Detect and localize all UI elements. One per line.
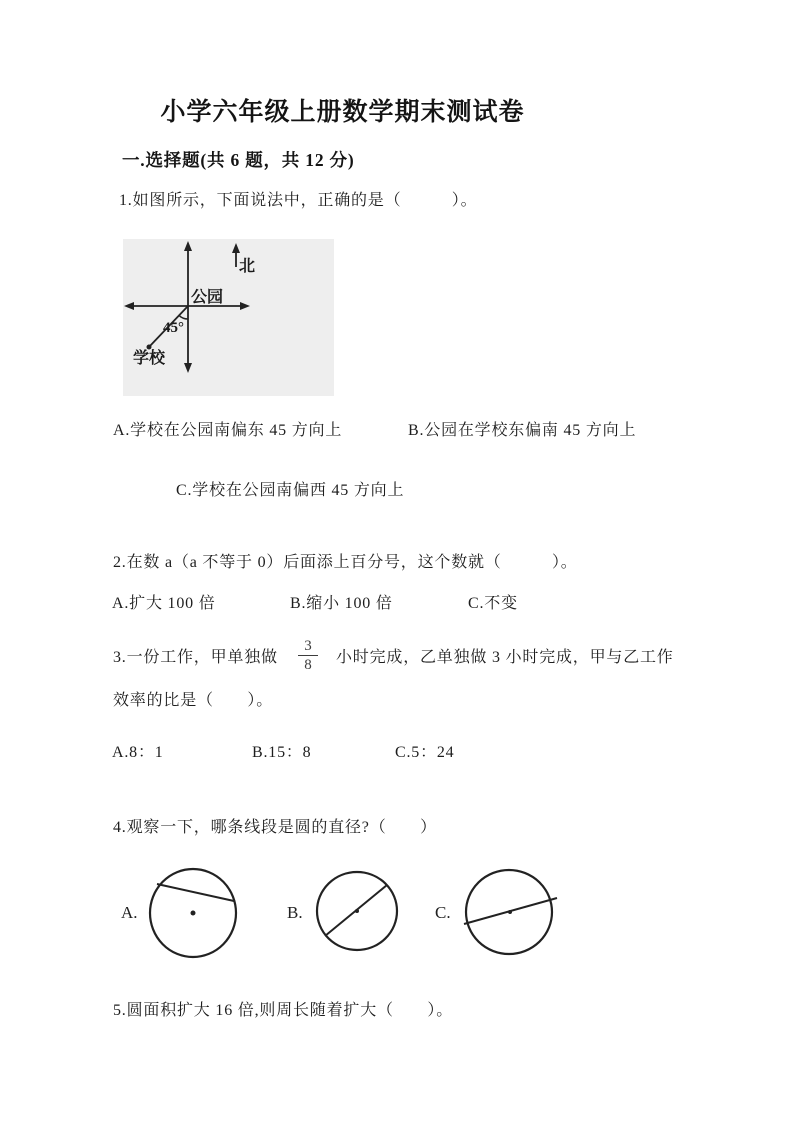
q2-option-b: B.缩小 100 倍: [290, 595, 393, 612]
fraction-denominator: 8: [304, 657, 312, 673]
circle-c-center-dot: [508, 910, 512, 914]
left-arrowhead-icon: [124, 302, 134, 310]
question-5-text: 5.圆面积扩大 16 倍,则周长随着扩大（ ）。: [113, 1002, 454, 1019]
q2-option-a: A.扩大 100 倍: [112, 595, 216, 612]
q3-option-b: B.15：8: [252, 744, 312, 761]
school-point-dot: [147, 345, 152, 350]
fraction-numerator: 3: [298, 637, 318, 656]
question-3-text-before: 3.一份工作，甲单独做: [113, 649, 278, 666]
down-arrowhead-icon: [184, 363, 192, 373]
school-label: 学校: [133, 350, 166, 367]
angle-arc: [179, 315, 188, 319]
up-arrowhead-icon: [184, 241, 192, 251]
angle-label: 45°: [163, 320, 184, 336]
q1-option-a: A.学校在公园南偏东 45 方向上: [113, 422, 343, 439]
right-arrowhead-icon: [240, 302, 250, 310]
north-label: 北: [239, 258, 256, 275]
question-4-text: 4.观察一下，哪条线段是圆的直径?（ ）: [113, 819, 437, 836]
park-label: 公园: [191, 289, 224, 306]
section-heading: 一.选择题(共 6 题，共 12 分): [122, 150, 355, 170]
q2-option-c: C.不变: [468, 595, 518, 612]
fraction-three-eighths: [298, 637, 318, 674]
q1-option-c: C.学校在公园南偏西 45 方向上: [176, 482, 405, 499]
question-2-text: 2.在数 a（a 不等于 0）后面添上百分号，这个数就（ ）。: [113, 554, 578, 571]
circles-diagram: [105, 862, 580, 962]
question-1-text: 1.如图所示，下面说法中，正确的是（ ）。: [119, 192, 478, 209]
circle-c-label: C.: [435, 903, 451, 922]
circle-a-label: A.: [121, 903, 138, 922]
circle-b-label: B.: [287, 903, 303, 922]
page-title: 小学六年级上册数学期末测试卷: [160, 99, 525, 126]
circle-a-chord: [157, 884, 234, 901]
question-3-text-after: 小时完成，乙单独做 3 小时完成，甲与乙工作: [336, 649, 674, 666]
circle-a-center-dot: [191, 911, 196, 916]
q1-option-b: B.公园在学校东偏南 45 方向上: [408, 422, 637, 439]
question-3-text-line2: 效率的比是（ ）。: [113, 692, 274, 709]
circle-b-center-dot: [355, 909, 359, 913]
north-arrowhead-icon: [232, 243, 240, 253]
q3-option-a: A.8：1: [112, 744, 164, 761]
direction-diagram: [123, 239, 334, 396]
q3-option-c: C.5：24: [395, 744, 455, 761]
